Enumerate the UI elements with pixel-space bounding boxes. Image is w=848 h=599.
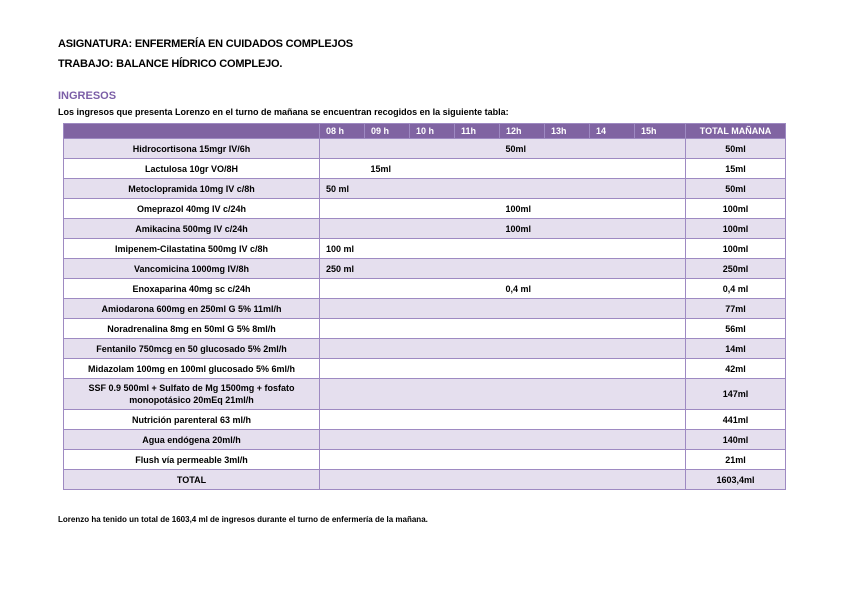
intake-table: [63, 123, 786, 490]
hour-cell: [635, 179, 686, 199]
row-total: 50ml: [686, 179, 786, 199]
table-row: [64, 339, 786, 359]
medication-name: TOTAL: [64, 470, 320, 490]
hour-cell: [365, 379, 410, 410]
hour-cell: [545, 359, 590, 379]
hour-cell: [455, 239, 500, 259]
hour-cell: [500, 430, 545, 450]
hour-cell: [365, 239, 410, 259]
header-hour: 12h: [500, 124, 545, 139]
hour-cell: 100 ml: [320, 239, 365, 259]
hour-cell: [590, 359, 635, 379]
hour-cell: [590, 450, 635, 470]
hour-cell: [320, 339, 365, 359]
hour-cell: [500, 319, 545, 339]
hour-cell: [590, 339, 635, 359]
header-hour: 10 h: [410, 124, 455, 139]
row-total: 42ml: [686, 359, 786, 379]
course-title: ASIGNATURA: ENFERMERÍA EN CUIDADOS COMPLEJOS: [58, 38, 353, 50]
medication-name: Agua endógena 20ml/h: [64, 430, 320, 450]
hour-cell: [455, 279, 500, 299]
row-total: 15ml: [686, 159, 786, 179]
hour-cell: [365, 279, 410, 299]
hour-cell: [590, 470, 635, 490]
hour-cell: [500, 410, 545, 430]
hour-cell: [500, 259, 545, 279]
hour-cell: [365, 139, 410, 159]
hour-cell: [500, 359, 545, 379]
hour-cell: [500, 339, 545, 359]
hour-cell: [410, 319, 455, 339]
hour-cell: [635, 219, 686, 239]
header-hour: 15h: [635, 124, 686, 139]
hour-cell: [545, 470, 590, 490]
hour-cell: [365, 359, 410, 379]
row-total: 441ml: [686, 410, 786, 430]
hour-cell: [545, 379, 590, 410]
hour-cell: [635, 450, 686, 470]
table-row: [64, 139, 786, 159]
hour-cell: [590, 199, 635, 219]
medication-name: Amiodarona 600mg en 250ml G 5% 11ml/h: [64, 299, 320, 319]
medication-name: Lactulosa 10gr VO/8H: [64, 159, 320, 179]
table-row: [64, 299, 786, 319]
row-total: 140ml: [686, 430, 786, 450]
hour-cell: [545, 299, 590, 319]
table-row: [64, 430, 786, 450]
hour-cell: [545, 239, 590, 259]
header-medication: [64, 124, 320, 139]
row-total: 56ml: [686, 319, 786, 339]
section-heading: INGRESOS: [58, 90, 117, 102]
hour-cell: 0,4 ml: [500, 279, 545, 299]
header-hour: 11h: [455, 124, 500, 139]
hour-cell: [365, 299, 410, 319]
hour-cell: [545, 410, 590, 430]
hour-cell: [320, 410, 365, 430]
medication-name: Fentanilo 750mcg en 50 glucosado 5% 2ml/h: [64, 339, 320, 359]
table-row: [64, 259, 786, 279]
hour-cell: [500, 179, 545, 199]
hour-cell: [455, 430, 500, 450]
table-header-row: [64, 124, 786, 139]
hour-cell: [320, 299, 365, 319]
row-total: 250ml: [686, 259, 786, 279]
header-total: TOTAL MAÑANA: [686, 124, 786, 139]
table-row: [64, 379, 786, 410]
hour-cell: [455, 159, 500, 179]
hour-cell: [635, 430, 686, 450]
hour-cell: [635, 279, 686, 299]
hour-cell: [635, 359, 686, 379]
hour-cell: [410, 339, 455, 359]
table-row: [64, 239, 786, 259]
hour-cell: [545, 279, 590, 299]
hour-cell: [590, 410, 635, 430]
hour-cell: [320, 319, 365, 339]
table-row: [64, 199, 786, 219]
hour-cell: [635, 299, 686, 319]
hour-cell: [545, 179, 590, 199]
hour-cell: [635, 379, 686, 410]
intro-text: Los ingresos que presenta Lorenzo en el turno de mañana se encuentran recogidos en la siguiente tabla:: [58, 107, 509, 117]
medication-name: Midazolam 100mg en 100ml glucosado 5% 6ml/h: [64, 359, 320, 379]
hour-cell: [365, 410, 410, 430]
header-hour: 14: [590, 124, 635, 139]
table-row: [64, 450, 786, 470]
hour-cell: [410, 259, 455, 279]
hour-cell: [545, 259, 590, 279]
hour-cell: [410, 450, 455, 470]
medication-name: Metoclopramida 10mg IV c/8h: [64, 179, 320, 199]
row-total: 77ml: [686, 299, 786, 319]
row-total: 14ml: [686, 339, 786, 359]
hour-cell: [545, 139, 590, 159]
table-row: [64, 410, 786, 430]
hour-cell: [635, 239, 686, 259]
medication-name: Omeprazol 40mg IV c/24h: [64, 199, 320, 219]
medication-name: Hidrocortisona 15mgr IV/6h: [64, 139, 320, 159]
hour-cell: [500, 470, 545, 490]
row-total: 1603,4ml: [686, 470, 786, 490]
medication-name: Vancomicina 1000mg IV/8h: [64, 259, 320, 279]
row-total: 100ml: [686, 239, 786, 259]
header-hour: 08 h: [320, 124, 365, 139]
medication-name: Imipenem-Cilastatina 500mg IV c/8h: [64, 239, 320, 259]
hour-cell: [545, 319, 590, 339]
hour-cell: [635, 139, 686, 159]
hour-cell: [410, 359, 455, 379]
header-hour: 09 h: [365, 124, 410, 139]
hour-cell: [410, 410, 455, 430]
hour-cell: 100ml: [500, 199, 545, 219]
hour-cell: [320, 219, 365, 239]
table-row: [64, 470, 786, 490]
hour-cell: [500, 450, 545, 470]
hour-cell: [455, 179, 500, 199]
hour-cell: [410, 179, 455, 199]
hour-cell: [590, 379, 635, 410]
hour-cell: [410, 199, 455, 219]
medication-name: Enoxaparina 40mg sc c/24h: [64, 279, 320, 299]
hour-cell: [590, 159, 635, 179]
hour-cell: [590, 239, 635, 259]
hour-cell: 100ml: [500, 219, 545, 239]
medication-name: Amikacina 500mg IV c/24h: [64, 219, 320, 239]
hour-cell: [410, 139, 455, 159]
table-row: [64, 319, 786, 339]
hour-cell: [545, 430, 590, 450]
hour-cell: [545, 159, 590, 179]
hour-cell: [635, 410, 686, 430]
hour-cell: [455, 379, 500, 410]
hour-cell: [545, 219, 590, 239]
hour-cell: [500, 159, 545, 179]
hour-cell: [365, 430, 410, 450]
hour-cell: [365, 450, 410, 470]
hour-cell: [590, 430, 635, 450]
row-total: 0,4 ml: [686, 279, 786, 299]
hour-cell: [410, 430, 455, 450]
hour-cell: [455, 299, 500, 319]
hour-cell: [590, 279, 635, 299]
hour-cell: [365, 179, 410, 199]
medication-name: Noradrenalina 8mg en 50ml G 5% 8ml/h: [64, 319, 320, 339]
hour-cell: [320, 430, 365, 450]
hour-cell: [410, 159, 455, 179]
hour-cell: [365, 259, 410, 279]
hour-cell: [590, 139, 635, 159]
hour-cell: [545, 450, 590, 470]
row-total: 100ml: [686, 219, 786, 239]
hour-cell: [635, 199, 686, 219]
hour-cell: [410, 299, 455, 319]
hour-cell: [320, 470, 365, 490]
hour-cell: [635, 339, 686, 359]
header-hour: 13h: [545, 124, 590, 139]
table-row: [64, 179, 786, 199]
table-body: [64, 139, 786, 490]
hour-cell: [455, 319, 500, 339]
hour-cell: [590, 299, 635, 319]
hour-cell: [500, 379, 545, 410]
row-total: 147ml: [686, 379, 786, 410]
hour-cell: [455, 410, 500, 430]
hour-cell: [320, 450, 365, 470]
hour-cell: [365, 219, 410, 239]
hour-cell: [455, 339, 500, 359]
row-total: 100ml: [686, 199, 786, 219]
hour-cell: [320, 359, 365, 379]
hour-cell: [590, 179, 635, 199]
hour-cell: [455, 139, 500, 159]
hour-cell: [320, 139, 365, 159]
hour-cell: [410, 279, 455, 299]
hour-cell: [410, 239, 455, 259]
assignment-title: TRABAJO: BALANCE HÍDRICO COMPLEJO.: [58, 58, 283, 70]
hour-cell: [635, 470, 686, 490]
hour-cell: [365, 199, 410, 219]
hour-cell: [410, 470, 455, 490]
hour-cell: [365, 470, 410, 490]
hour-cell: [320, 159, 365, 179]
hour-cell: [635, 259, 686, 279]
hour-cell: [635, 319, 686, 339]
hour-cell: 15ml: [365, 159, 410, 179]
hour-cell: [410, 219, 455, 239]
hour-cell: [500, 299, 545, 319]
table-row: [64, 219, 786, 239]
hour-cell: [590, 259, 635, 279]
table-row: [64, 279, 786, 299]
medication-name: Flush vía permeable 3ml/h: [64, 450, 320, 470]
hour-cell: [365, 319, 410, 339]
hour-cell: [410, 379, 455, 410]
hour-cell: 250 ml: [320, 259, 365, 279]
hour-cell: [500, 239, 545, 259]
hour-cell: [455, 199, 500, 219]
hour-cell: [320, 379, 365, 410]
summary-note: Lorenzo ha tenido un total de 1603,4 ml de ingresos durante el turno de enfermería de la mañana.: [58, 515, 428, 524]
table-row: [64, 359, 786, 379]
hour-cell: [455, 359, 500, 379]
medication-name: SSF 0.9 500ml + Sulfato de Mg 1500mg + fosfato monopotásico 20mEq 21ml/h: [64, 379, 320, 410]
hour-cell: [590, 219, 635, 239]
row-total: 21ml: [686, 450, 786, 470]
hour-cell: [635, 159, 686, 179]
hour-cell: 50 ml: [320, 179, 365, 199]
row-total: 50ml: [686, 139, 786, 159]
hour-cell: [455, 450, 500, 470]
hour-cell: 50ml: [500, 139, 545, 159]
hour-cell: [545, 339, 590, 359]
hour-cell: [545, 199, 590, 219]
hour-cell: [455, 219, 500, 239]
hour-cell: [365, 339, 410, 359]
hour-cell: [320, 279, 365, 299]
medication-name: Nutrición parenteral 63 ml/h: [64, 410, 320, 430]
hour-cell: [320, 199, 365, 219]
hour-cell: [590, 319, 635, 339]
hour-cell: [455, 259, 500, 279]
table-row: [64, 159, 786, 179]
hour-cell: [455, 470, 500, 490]
